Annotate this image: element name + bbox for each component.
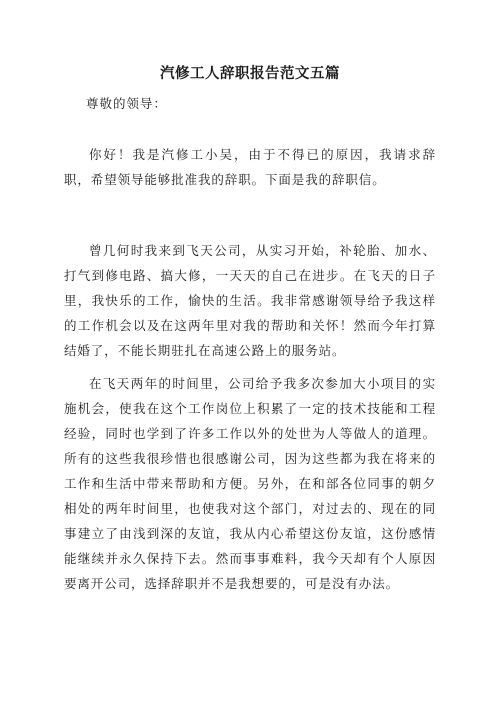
salutation: 尊敬的领导： xyxy=(86,96,168,111)
paragraph-1: 你好！我是汽修工小吴，由于不得已的原因，我请求辞职，希望领导能够批准我的辞职。下面是我的辞职信。 xyxy=(64,147,436,187)
document-title: 汽修工人辞职报告范文五篇 xyxy=(160,66,340,82)
paragraph-2: 曾几何时我来到飞天公司，从实习开始，补轮胎、加水、打气到修电路、搞大修，一天天的自己在进步。在飞天的日子里，我快乐的工作，愉快的生活。我非常感谢领导给予我这样的工作机会以及在这两年里对我的帮助和关怀！然而今年打算结婚了，不能长期驻扎在高速公路上的服务站。 xyxy=(64,243,436,358)
paragraph-3: 在飞天两年的时间里，公司给予我多次参加大小项目的实施机会，使我在这个工作岗位上积累了一定的技术技能和工程经验，同时也学到了许多工作以外的处世为人等做人的道理。所有的这些我很珍惜也很感谢公司，因为这些都为我在将来的工作和生活中带来帮助和方便。另外，在和部各位同事的朝夕相处的两年时间里，也使我对这个部门，对过去的、现在的同事建立了由浅到深的友谊，我从内心希望这份友谊，这份感情能继续并永久保持下去。然而事事难料，我今天却有个人原因要离开公司，选择辞职并不是我想要的，可是没有办法。 xyxy=(64,376,436,591)
